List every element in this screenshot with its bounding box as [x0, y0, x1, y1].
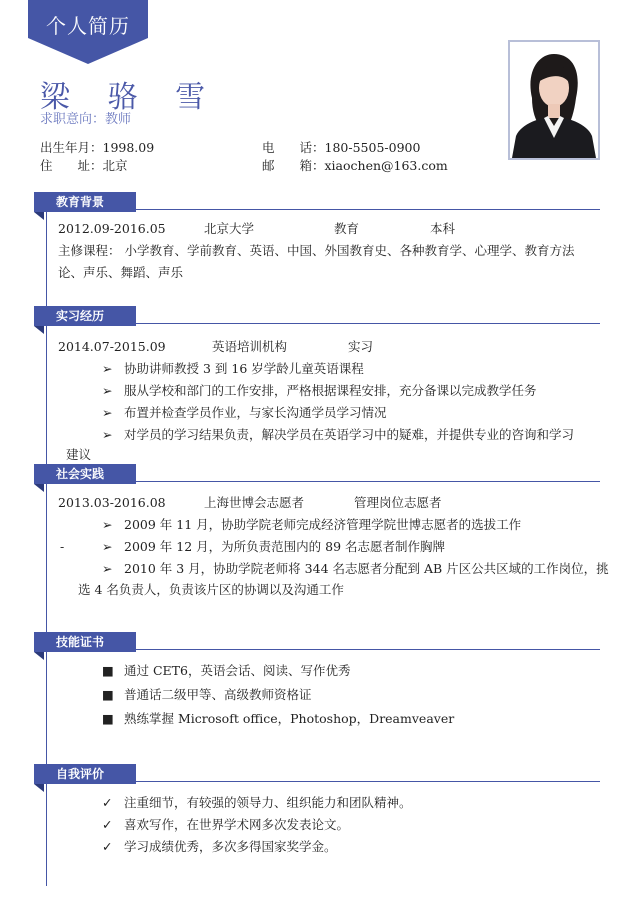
email: 邮 箱：xiaochen@163.com — [262, 158, 448, 173]
education-period: 2012.09-2016.05 — [58, 221, 166, 236]
list-item: ➢ 服从学校和部门的工作安排，严格根据课程安排，充分备课以完成教学任务 — [102, 380, 537, 402]
phone: 电 话：180-5505-0900 — [262, 140, 421, 155]
list-item: ■ 普通话二级甲等、高级教师资格证 — [102, 684, 312, 706]
resume-title: 个人简历 — [46, 14, 130, 38]
job-intent: 求职意向：教师 — [40, 112, 132, 127]
list-item: ✓ 喜欢写作，在世界学术网多次发表论文。 — [102, 814, 349, 836]
section-divider — [136, 209, 600, 210]
stray-mark: - — [60, 539, 65, 554]
section-title-skills: 技能证书 — [34, 632, 136, 652]
section-fold — [34, 212, 44, 220]
check-icon: ✓ — [102, 817, 113, 832]
list-item: ➢ 布置并检查学员作业，与家长沟通学员学习情况 — [102, 402, 387, 424]
square-bullet-icon: ■ — [102, 711, 114, 726]
timeline-line — [46, 326, 47, 466]
section-divider — [136, 481, 600, 482]
section-title-education: 教育背景 — [34, 192, 136, 212]
education-degree: 本科 — [430, 221, 456, 236]
candidate-name: 梁 骆 雪 — [40, 80, 220, 115]
section-fold — [34, 326, 44, 334]
section-title-internship: 实习经历 — [34, 306, 136, 326]
section-title-self: 自我评价 — [34, 764, 136, 784]
list-item: ✓ 注重细节，有较强的领导力、组织能力和团队精神。 — [102, 792, 412, 814]
internship-org: 英语培训机构 — [212, 339, 288, 354]
list-item: ➢ 2009 年 12 月，为所负责范围内的 89 名志愿者制作胸牌 — [102, 536, 445, 558]
list-item: ✓ 学习成绩优秀，多次多得国家奖学金。 — [102, 836, 337, 858]
arrow-bullet-icon: ➢ — [102, 361, 113, 376]
list-item-wrap: 建议 — [66, 447, 92, 462]
list-item: ➢ 2009 年 11 月，协助学院老师完成经济管理学院世博志愿者的选拔工作 — [102, 514, 521, 536]
arrow-bullet-icon: ➢ — [102, 561, 113, 576]
list-item: ➢ 2010 年 3 月，协助学院老师将 344 名志愿者分配到 AB 片区公共区域的工作岗位，挑 — [102, 558, 609, 580]
education-courses-wrap: 论、声乐、舞蹈、声乐 — [58, 265, 184, 280]
profile-photo — [508, 40, 600, 160]
square-bullet-icon: ■ — [102, 663, 114, 678]
arrow-bullet-icon: ➢ — [102, 539, 113, 554]
arrow-bullet-icon: ➢ — [102, 427, 113, 442]
section-divider — [136, 781, 600, 782]
arrow-bullet-icon: ➢ — [102, 517, 113, 532]
timeline-line — [46, 776, 47, 886]
list-item: ■ 熟练掌握 Microsoft office，Photoshop，Dreamveaver — [102, 708, 454, 730]
list-item: ■ 通过 CET6，英语会话、阅读、写作优秀 — [102, 660, 350, 682]
list-item: ➢ 对学员的学习结果负责，解决学员在英语学习中的疑难，并提供专业的咨询和学习 — [102, 424, 574, 446]
check-icon: ✓ — [102, 795, 113, 810]
birth-date: 出生年月：1998.09 — [40, 140, 155, 155]
section-divider — [136, 649, 600, 650]
section-fold — [34, 484, 44, 492]
education-school: 北京大学 — [204, 221, 255, 236]
section-fold — [34, 784, 44, 792]
arrow-bullet-icon: ➢ — [102, 383, 113, 398]
internship-role: 实习 — [348, 339, 374, 354]
address: 住 址：北京 — [40, 158, 128, 173]
section-divider — [136, 323, 600, 324]
internship-period: 2014.07-2015.09 — [58, 339, 166, 354]
list-item-wrap: 选 4 名负责人，负责该片区的协调以及沟通工作 — [78, 582, 344, 597]
list-item: ➢ 协助讲师教授 3 到 16 岁学龄儿童英语课程 — [102, 358, 364, 380]
timeline-line — [46, 472, 47, 632]
social-org: 上海世博会志愿者 — [204, 495, 305, 510]
arrow-bullet-icon: ➢ — [102, 405, 113, 420]
check-icon: ✓ — [102, 839, 113, 854]
timeline-line — [46, 644, 47, 764]
section-title-social: 社会实践 — [34, 464, 136, 484]
education-major: 教育 — [334, 221, 360, 236]
social-period: 2013.03-2016.08 — [58, 495, 166, 510]
education-courses: 主修课程： 小学教育、学前教育、英语、中国、外国教育史、各种教育学、心理学、教育方法 — [58, 243, 575, 258]
section-fold — [34, 652, 44, 660]
social-role: 管理岗位志愿者 — [354, 495, 442, 510]
square-bullet-icon: ■ — [102, 687, 114, 702]
